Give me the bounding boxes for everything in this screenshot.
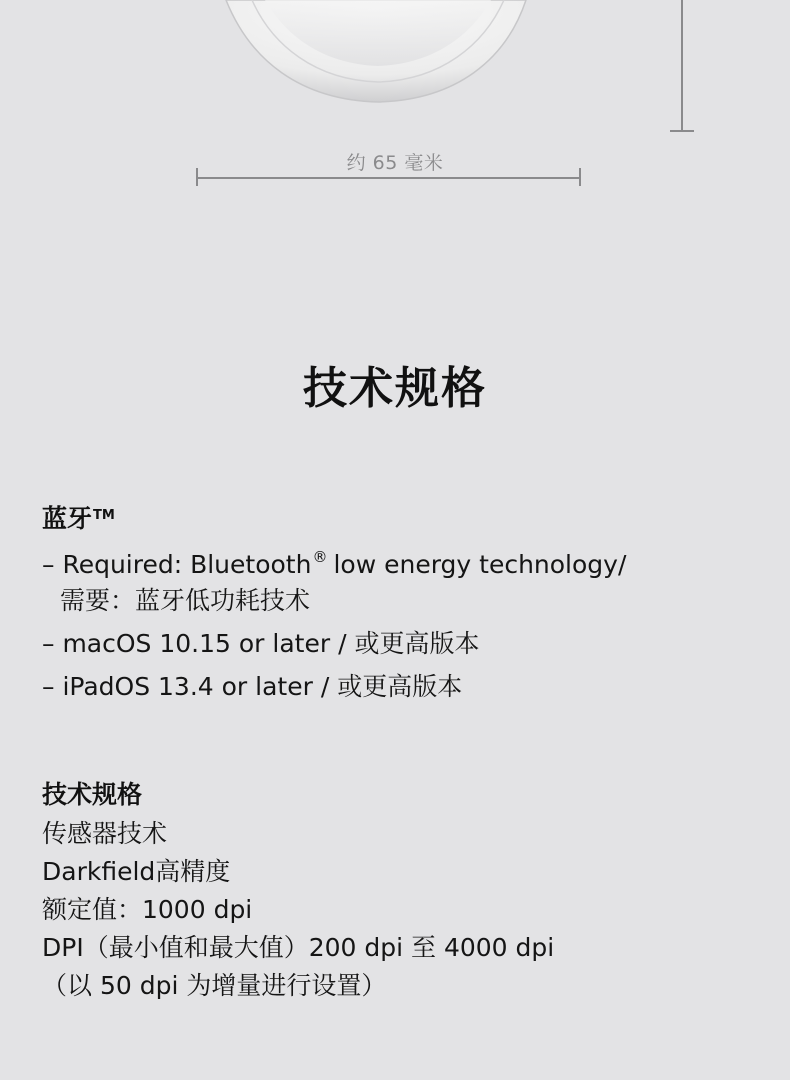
trademark-symbol: TM xyxy=(93,508,115,523)
spec-line: 额定值：1000 dpi xyxy=(42,895,253,924)
requirement-bluetooth-text: – Required: Bluetooth xyxy=(42,550,312,579)
spec-line: Darkfield高精度 xyxy=(42,857,231,886)
product-image xyxy=(0,0,790,200)
registered-symbol: ® xyxy=(312,548,328,566)
spec-line: （以 50 dpi 为增量进行设置） xyxy=(42,971,387,1000)
requirement-bluetooth-chinese: 需要：蓝牙低功耗技术 xyxy=(60,586,311,615)
bluetooth-heading xyxy=(42,496,762,536)
requirement-macos: – macOS 10.15 or later / 或更高版本 xyxy=(42,629,480,658)
requirement-bluetooth xyxy=(42,536,762,579)
specs-heading: 技术规格 xyxy=(42,780,143,809)
specs-section xyxy=(42,775,762,1005)
spec-line: DPI（最小值和最大值）200 dpi 至 4000 dpi xyxy=(42,933,555,962)
requirement-bluetooth-suffix: low energy technology/ xyxy=(333,550,627,579)
width-dimension-label: 约 65 毫米 xyxy=(346,152,444,174)
bluetooth-section xyxy=(42,496,762,708)
page-title: 技术规格 xyxy=(303,363,487,414)
bluetooth-heading-text: 蓝牙 xyxy=(42,504,93,533)
requirement-ipados: – iPadOS 13.4 or later / 或更高版本 xyxy=(42,672,463,701)
spec-line: 传感器技术 xyxy=(42,819,168,848)
